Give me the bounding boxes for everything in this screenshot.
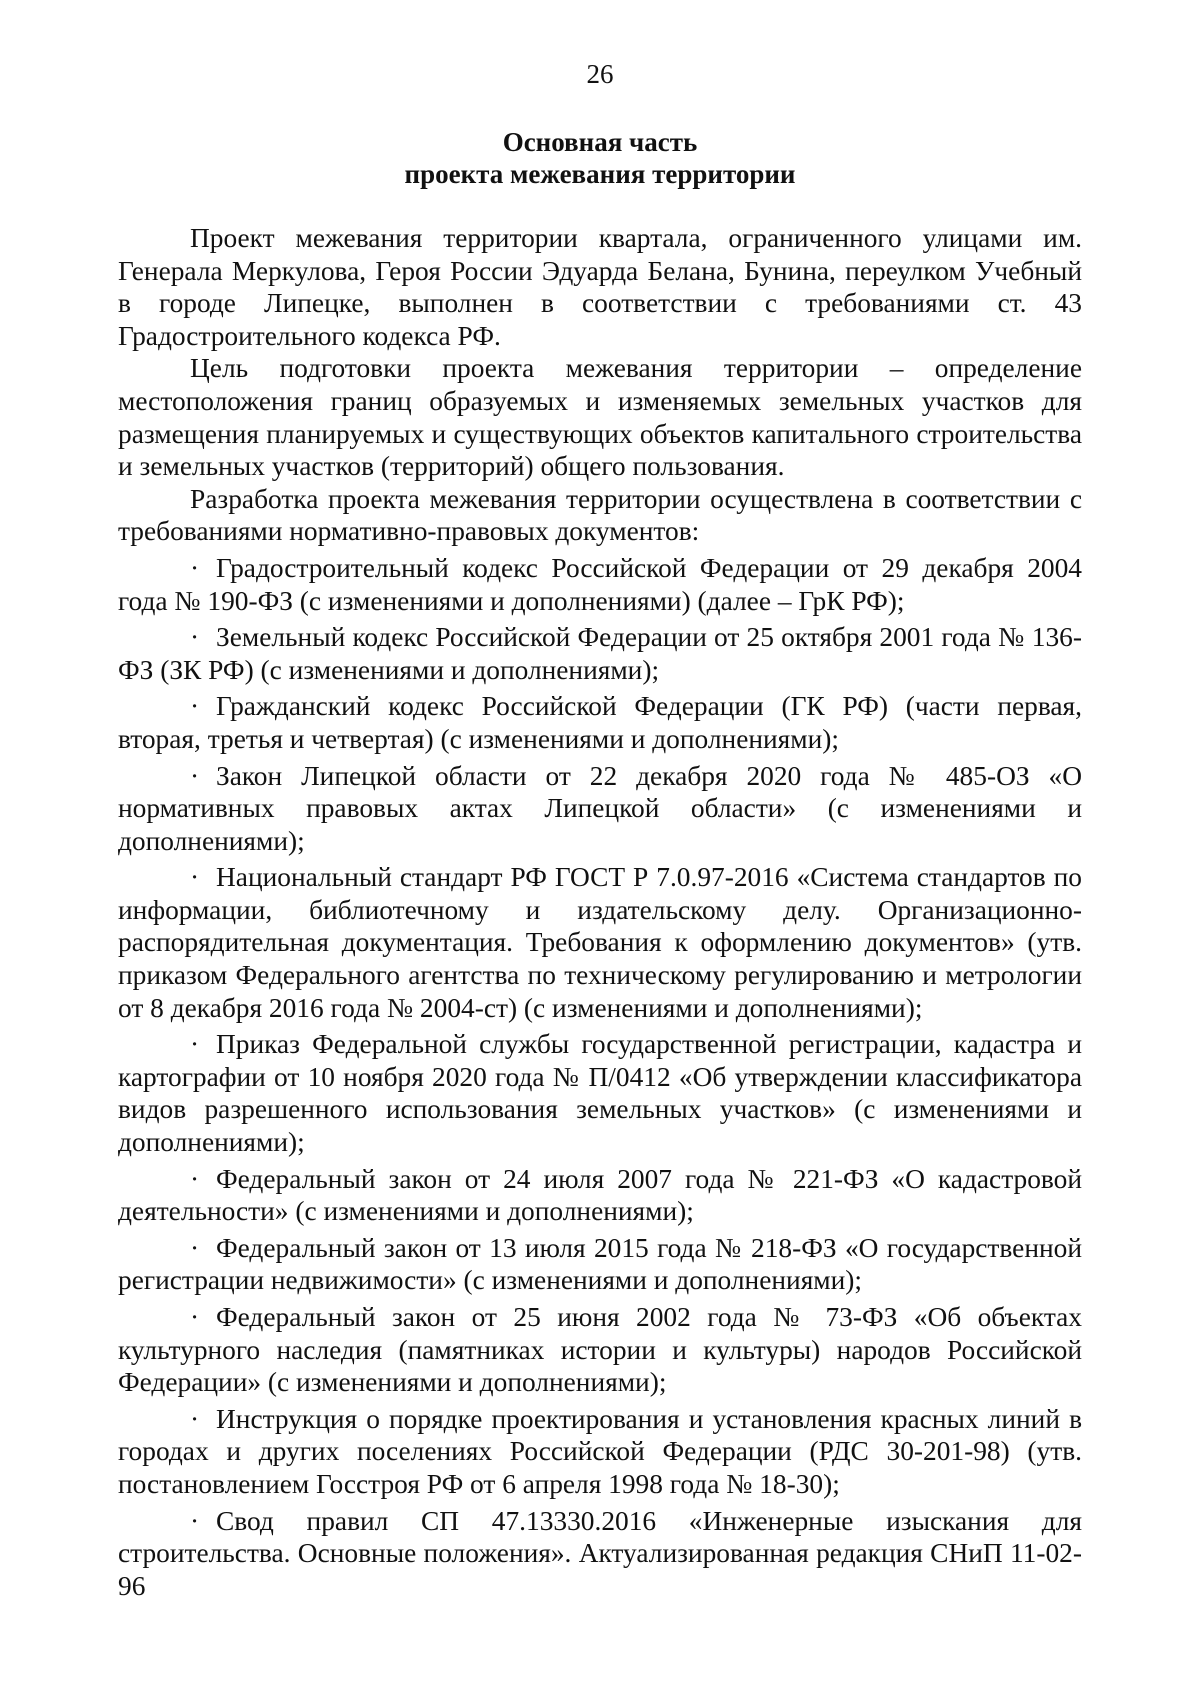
- list-item-text: Закон Липецкой области от 22 декабря 2020 года № 485-ОЗ «О нормативных правовых актах Липецкой области» (с изменениями и дополнениями);: [118, 760, 1082, 856]
- bullet-marker: ·: [190, 622, 200, 653]
- bullet-marker: ·: [190, 552, 200, 583]
- list-item: [118, 1163, 1082, 1228]
- list-item-text: Приказ Федеральной службы государственной регистрации, кадастра и картографии от 10 ноября 2020 года № П/0412 «Об утверждении классификатора видов разрешенного использования земельных участков» (с изменениями и дополнениями);: [118, 1029, 1082, 1158]
- list-item: [118, 690, 1082, 755]
- list-item-text: Градостроительный кодекс Российской Федерации от 29 декабря 2004 года № 190-ФЗ (с изменениями и дополнениями) (далее – ГрК РФ);: [118, 552, 1082, 616]
- list-item-text: Свод правил СП 47.13330.2016 «Инженерные изыскания для строительства. Основные положения». Актуализированная редакция СНиП 11-02-96: [118, 1505, 1082, 1601]
- list-item: [118, 1232, 1082, 1297]
- section-title-line-1: Основная часть: [502, 127, 698, 157]
- list-item: [118, 552, 1082, 617]
- bullet-marker: ·: [190, 1302, 200, 1332]
- regulatory-documents-list: [118, 552, 1082, 1602]
- bullet-marker: ·: [190, 691, 200, 722]
- list-item-text: Земельный кодекс Российской Федерации от 25 октября 2001 года № 136-ФЗ (ЗК РФ) (с изменениями и дополнениями);: [118, 622, 1082, 685]
- section-title: [0, 126, 1200, 190]
- bullet-marker: ·: [190, 1505, 200, 1536]
- bullet-marker: ·: [190, 1163, 200, 1194]
- bullet-marker: ·: [190, 862, 200, 893]
- section-title-line-2: проекта межевания территории: [404, 159, 796, 189]
- list-item-text: Федеральный закон от 13 июля 2015 года № 218-ФЗ «О государственной регистрации недвижимости» (с изменениями и дополнениями);: [118, 1232, 1082, 1296]
- list-item-text: Гражданский кодекс Российской Федерации (ГК РФ) (части первая, вторая, третья и четвертая) (с изменениями и дополнениями);: [118, 691, 1082, 754]
- bullet-marker: ·: [190, 1029, 200, 1060]
- paragraph-purpose: Цель подготовки проекта межевания территории – определение местоположения границ образуемых и изменяемых земельных участков для размещения планируемых и существующих объектов капитального строительства и земельных участков (территорий) общего пользования.: [118, 353, 1082, 482]
- list-item-text: Инструкция о порядке проектирования и установления красных линий в городах и других поселениях Российской Федерации (РДС 30-201-98) (утв. постановлением Госстроя РФ от 6 апреля 1998 года № 18-30);: [118, 1403, 1082, 1499]
- page-number: 26: [586, 59, 614, 89]
- list-item-text: Национальный стандарт РФ ГОСТ Р 7.0.97-2016 «Система стандартов по информации, библиотечному и издательскому делу. Организационно-распорядительная документация. Требования к оформлению документов» (утв. приказом Федерального агентства по техническому регулированию и метрологии от 8 декабря 2016 года № 2004-ст) (с изменениями и дополнениями);: [118, 862, 1082, 1023]
- list-item: [118, 861, 1082, 1024]
- list-item: [118, 1403, 1082, 1501]
- list-item: [118, 621, 1082, 686]
- list-item-text: Федеральный закон от 24 июля 2007 года № 221-ФЗ «О кадастровой деятельности» (с изменениями и дополнениями);: [118, 1163, 1082, 1227]
- list-item: [118, 760, 1082, 858]
- bullet-marker: ·: [190, 1403, 200, 1434]
- bullet-marker: ·: [190, 760, 200, 791]
- document-body: [118, 222, 1082, 1602]
- paragraph-requirements: Разработка проекта межевания территории осуществлена в соответствии с требованиями нормативно-правовых документов:: [118, 483, 1082, 547]
- paragraph-intro: Проект межевания территории квартала, ограниченного улицами им. Генерала Меркулова, Героя России Эдуарда Белана, Бунина, переулком Учебный в городе Липецке, выполнен в соответствии с требованиями ст. 43 Градостроительного кодекса РФ.: [118, 223, 1082, 351]
- list-item: [118, 1505, 1082, 1603]
- bullet-marker: ·: [190, 1232, 200, 1263]
- list-item: [118, 1301, 1082, 1399]
- list-item: [118, 1028, 1082, 1158]
- list-item-text: Федеральный закон от 25 июня 2002 года № 73-ФЗ «Об объектах культурного наследия (памятниках истории и культуры) народов Российской Федерации» (с изменениями и дополнениями);: [118, 1302, 1082, 1398]
